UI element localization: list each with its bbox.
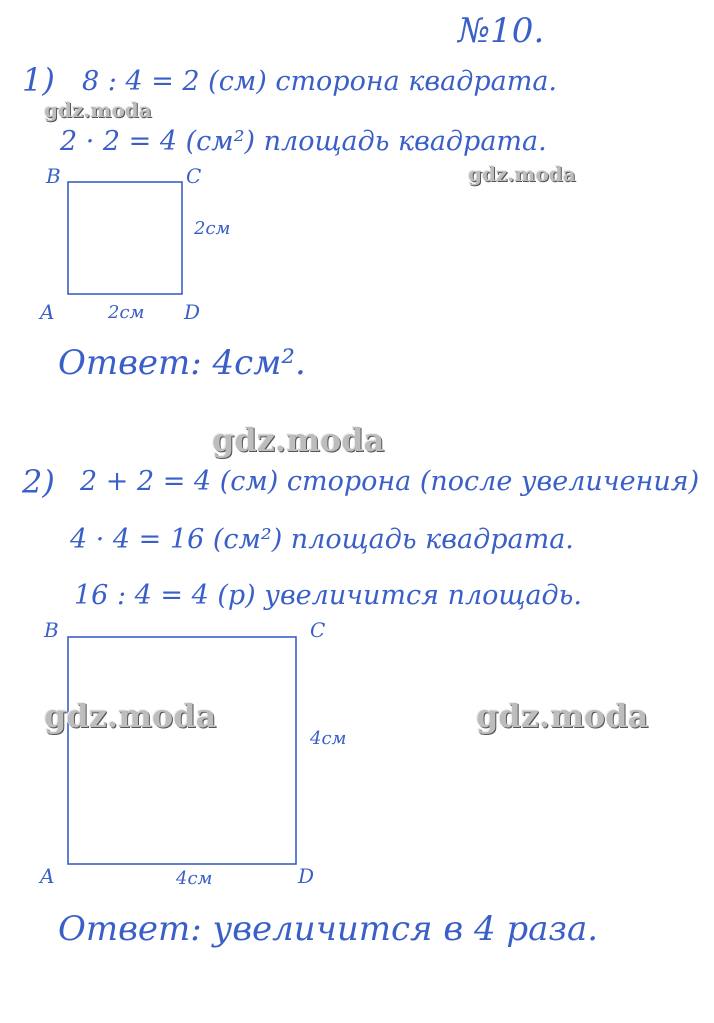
square1-vertex-a: A bbox=[40, 300, 55, 324]
square-2 bbox=[68, 637, 296, 864]
part1-marker: 1) bbox=[22, 61, 55, 99]
watermark-3: gdz.moda bbox=[212, 421, 385, 459]
watermark-2: gdz.moda bbox=[468, 162, 576, 186]
part1-line1: 8 : 4 = 2 (см) сторона квадрата. bbox=[82, 66, 558, 97]
square2-vertex-d: D bbox=[298, 864, 315, 888]
square2-vertex-a: A bbox=[40, 864, 55, 888]
watermark-4: gdz.moda bbox=[44, 697, 217, 735]
square1-bottom-label: 2см bbox=[108, 302, 145, 323]
watermark-1: gdz.moda bbox=[44, 98, 152, 122]
part2-line3: 16 : 4 = 4 (р) увеличится площадь. bbox=[74, 580, 582, 611]
square1-vertex-d: D bbox=[184, 300, 201, 324]
part1-answer: Ответ: 4см². bbox=[58, 343, 306, 383]
part2-line2: 4 · 4 = 16 (см²) площадь квадрата. bbox=[70, 524, 574, 555]
square2-vertex-c: C bbox=[310, 618, 326, 642]
square1-side-label: 2см bbox=[194, 218, 231, 239]
part1-line2: 2 · 2 = 4 (см²) площадь квадрата. bbox=[60, 126, 547, 157]
square1-vertex-b: B bbox=[46, 164, 61, 188]
part2-marker: 2) bbox=[22, 463, 55, 501]
square2-side-label: 4см bbox=[310, 728, 347, 749]
part2-line1: 2 + 2 = 4 (см) сторона (после увеличения) bbox=[80, 466, 700, 497]
square2-vertex-b: B bbox=[44, 618, 59, 642]
task-number: №10. bbox=[458, 11, 545, 51]
square2-bottom-label: 4см bbox=[176, 868, 213, 889]
watermark-5: gdz.moda bbox=[476, 697, 649, 735]
part2-answer: Ответ: увеличится в 4 раза. bbox=[58, 909, 599, 949]
square1-vertex-c: C bbox=[186, 164, 202, 188]
square-1 bbox=[68, 182, 182, 294]
